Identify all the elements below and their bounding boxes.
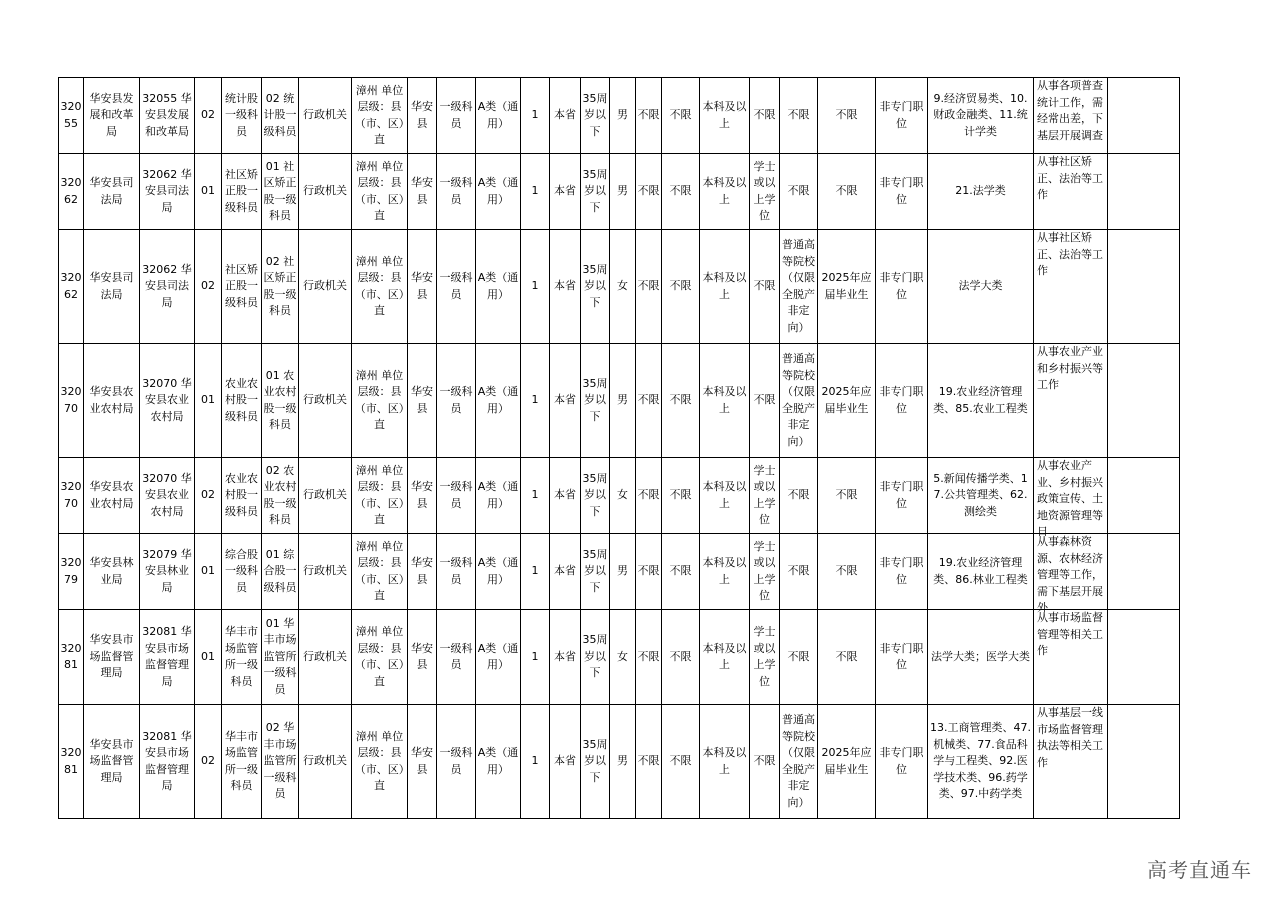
gender-cell: 男 <box>610 705 636 819</box>
grade-cell: 一级科员 <box>437 534 476 610</box>
unit-nature-cell: 行政机关 <box>299 230 352 344</box>
department-cell: 华安县市场监督管理局 <box>84 610 140 705</box>
unit-level-cell: 漳州 单位层级：县（市、区）直 <box>352 78 408 154</box>
education-cell: 本科及以上 <box>700 78 750 154</box>
major-cell: 法学大类 <box>928 230 1034 344</box>
position-code-cell: 01 综合股一级科员 <box>262 534 299 610</box>
special-position-cell: 非专门职位 <box>876 534 928 610</box>
major-cell: 5.新闻传播学类、17.公共管理类、62.测绘类 <box>928 458 1034 534</box>
age-cell: 35周岁以下 <box>581 610 610 705</box>
origin-cell: 本省 <box>550 154 581 230</box>
exam-category-cell: A类（通用） <box>476 154 521 230</box>
area-cell: 华安县 <box>408 458 437 534</box>
grade-cell: 一级科员 <box>437 78 476 154</box>
position-code-cell: 02 华丰市场监管所一级科员 <box>262 705 299 819</box>
politics-cell: 不限 <box>662 344 700 458</box>
unit-level-cell: 漳州 单位层级：县（市、区）直 <box>352 344 408 458</box>
unit-cell: 32055 华安县发展和改革局 <box>140 78 195 154</box>
major-cell: 19.农业经济管理类、85.农业工程类 <box>928 344 1034 458</box>
code-cell: 32081 <box>59 705 84 819</box>
position-code-cell: 01 社区矫正股一级科员 <box>262 154 299 230</box>
department-cell: 华安县市场监督管理局 <box>84 705 140 819</box>
headcount-cell: 1 <box>521 610 550 705</box>
special-position-cell: 非专门职位 <box>876 78 928 154</box>
politics-cell: 不限 <box>662 705 700 819</box>
unit-cell: 32081 华安县市场监督管理局 <box>140 610 195 705</box>
remark-cell: 从事森林资源、农林经济管理等工作，需下基层开展外 <box>1034 534 1108 610</box>
code-cell: 32081 <box>59 610 84 705</box>
note-cell <box>1108 610 1180 705</box>
major-cell: 9.经济贸易类、10.财政金融类、11.统计学类 <box>928 78 1034 154</box>
major-cell: 法学大类；医学大类 <box>928 610 1034 705</box>
school-cell: 不限 <box>780 458 818 534</box>
major-cell: 19.农业经济管理类、86.林业工程类 <box>928 534 1034 610</box>
headcount-cell: 1 <box>521 230 550 344</box>
position-code-cell: 01 农业农村股一级科员 <box>262 344 299 458</box>
position-name-cell: 农业农村股一级科员 <box>222 344 262 458</box>
position-number-cell: 01 <box>195 344 222 458</box>
table-row <box>59 458 1180 534</box>
politics-cell: 不限 <box>662 458 700 534</box>
area-cell: 华安县 <box>408 534 437 610</box>
target-cell: 2025年应届毕业生 <box>818 705 876 819</box>
area-cell: 华安县 <box>408 154 437 230</box>
degree-cell: 不限 <box>750 344 780 458</box>
ethnicity-cell: 不限 <box>636 230 662 344</box>
note-cell <box>1108 458 1180 534</box>
exam-category-cell: A类（通用） <box>476 534 521 610</box>
unit-cell: 32081 华安县市场监督管理局 <box>140 705 195 819</box>
ethnicity-cell: 不限 <box>636 610 662 705</box>
target-cell: 2025年应届毕业生 <box>818 344 876 458</box>
age-cell: 35周岁以下 <box>581 705 610 819</box>
unit-nature-cell: 行政机关 <box>299 344 352 458</box>
table-row <box>59 78 1180 154</box>
exam-category-cell: A类（通用） <box>476 705 521 819</box>
position-name-cell: 华丰市场监管所一级科员 <box>222 705 262 819</box>
target-cell: 不限 <box>818 610 876 705</box>
major-cell: 21.法学类 <box>928 154 1034 230</box>
gender-cell: 男 <box>610 78 636 154</box>
age-cell: 35周岁以下 <box>581 458 610 534</box>
age-cell: 35周岁以下 <box>581 344 610 458</box>
politics-cell: 不限 <box>662 534 700 610</box>
unit-level-cell: 漳州 单位层级：县（市、区）直 <box>352 154 408 230</box>
grade-cell: 一级科员 <box>437 458 476 534</box>
code-cell: 32070 <box>59 458 84 534</box>
ethnicity-cell: 不限 <box>636 534 662 610</box>
education-cell: 本科及以上 <box>700 230 750 344</box>
gender-cell: 女 <box>610 458 636 534</box>
school-cell: 普通高等院校（仅限全脱产非定向） <box>780 344 818 458</box>
origin-cell: 本省 <box>550 78 581 154</box>
position-code-cell: 01 华丰市场监管所一级科员 <box>262 610 299 705</box>
ethnicity-cell: 不限 <box>636 78 662 154</box>
school-cell: 不限 <box>780 534 818 610</box>
unit-cell: 32079 华安县林业局 <box>140 534 195 610</box>
remark-cell: 从事市场监督管理等相关工作 <box>1034 610 1108 705</box>
table-row <box>59 344 1180 458</box>
table-row <box>59 230 1180 344</box>
position-name-cell: 社区矫正股一级科员 <box>222 154 262 230</box>
area-cell: 华安县 <box>408 78 437 154</box>
age-cell: 35周岁以下 <box>581 534 610 610</box>
remark-cell: 从事农业产业、乡村振兴政策宣传、土地资源管理等日 <box>1034 458 1108 534</box>
education-cell: 本科及以上 <box>700 458 750 534</box>
code-cell: 32079 <box>59 534 84 610</box>
exam-category-cell: A类（通用） <box>476 78 521 154</box>
special-position-cell: 非专门职位 <box>876 154 928 230</box>
origin-cell: 本省 <box>550 610 581 705</box>
note-cell <box>1108 154 1180 230</box>
unit-level-cell: 漳州 单位层级：县（市、区）直 <box>352 534 408 610</box>
unit-nature-cell: 行政机关 <box>299 458 352 534</box>
major-cell: 13.工商管理类、47.机械类、77.食品科学与工程类、92.医学技术类、96.药学类、97.中药学类 <box>928 705 1034 819</box>
politics-cell: 不限 <box>662 610 700 705</box>
school-cell: 不限 <box>780 610 818 705</box>
department-cell: 华安县农业农村局 <box>84 344 140 458</box>
ethnicity-cell: 不限 <box>636 705 662 819</box>
unit-level-cell: 漳州 单位层级：县（市、区）直 <box>352 705 408 819</box>
education-cell: 本科及以上 <box>700 610 750 705</box>
headcount-cell: 1 <box>521 78 550 154</box>
school-cell: 不限 <box>780 154 818 230</box>
degree-cell: 学士或以上学位 <box>750 610 780 705</box>
age-cell: 35周岁以下 <box>581 230 610 344</box>
school-cell: 不限 <box>780 78 818 154</box>
degree-cell: 不限 <box>750 705 780 819</box>
exam-category-cell: A类（通用） <box>476 230 521 344</box>
unit-cell: 32070 华安县农业农村局 <box>140 458 195 534</box>
special-position-cell: 非专门职位 <box>876 458 928 534</box>
origin-cell: 本省 <box>550 344 581 458</box>
exam-category-cell: A类（通用） <box>476 610 521 705</box>
remark-cell: 从事社区矫正、法治等工作 <box>1034 230 1108 344</box>
position-number-cell: 02 <box>195 705 222 819</box>
education-cell: 本科及以上 <box>700 705 750 819</box>
note-cell <box>1108 230 1180 344</box>
origin-cell: 本省 <box>550 534 581 610</box>
headcount-cell: 1 <box>521 154 550 230</box>
unit-level-cell: 漳州 单位层级：县（市、区）直 <box>352 610 408 705</box>
table-row <box>59 534 1180 610</box>
ethnicity-cell: 不限 <box>636 344 662 458</box>
headcount-cell: 1 <box>521 534 550 610</box>
headcount-cell: 1 <box>521 458 550 534</box>
department-cell: 华安县农业农村局 <box>84 458 140 534</box>
position-code-cell: 02 农业农村股一级科员 <box>262 458 299 534</box>
area-cell: 华安县 <box>408 344 437 458</box>
remark-cell: 从事社区矫正、法治等工作 <box>1034 154 1108 230</box>
positions-table <box>58 77 1180 819</box>
degree-cell: 学士或以上学位 <box>750 458 780 534</box>
position-name-cell: 农业农村股一级科员 <box>222 458 262 534</box>
ethnicity-cell: 不限 <box>636 458 662 534</box>
politics-cell: 不限 <box>662 230 700 344</box>
target-cell: 不限 <box>818 458 876 534</box>
ethnicity-cell: 不限 <box>636 154 662 230</box>
exam-category-cell: A类（通用） <box>476 458 521 534</box>
unit-cell: 32062 华安县司法局 <box>140 154 195 230</box>
position-name-cell: 华丰市场监管所一级科员 <box>222 610 262 705</box>
area-cell: 华安县 <box>408 705 437 819</box>
age-cell: 35周岁以下 <box>581 78 610 154</box>
position-number-cell: 01 <box>195 534 222 610</box>
special-position-cell: 非专门职位 <box>876 230 928 344</box>
degree-cell: 不限 <box>750 230 780 344</box>
note-cell <box>1108 78 1180 154</box>
code-cell: 32062 <box>59 154 84 230</box>
department-cell: 华安县司法局 <box>84 154 140 230</box>
politics-cell: 不限 <box>662 78 700 154</box>
school-cell: 普通高等院校（仅限全脱产非定向） <box>780 705 818 819</box>
gender-cell: 女 <box>610 610 636 705</box>
unit-cell: 32062 华安县司法局 <box>140 230 195 344</box>
grade-cell: 一级科员 <box>437 154 476 230</box>
unit-cell: 32070 华安县农业农村局 <box>140 344 195 458</box>
note-cell <box>1108 705 1180 819</box>
gender-cell: 男 <box>610 534 636 610</box>
table-row <box>59 705 1180 819</box>
grade-cell: 一级科员 <box>437 610 476 705</box>
code-cell: 32062 <box>59 230 84 344</box>
education-cell: 本科及以上 <box>700 534 750 610</box>
table-row <box>59 610 1180 705</box>
politics-cell: 不限 <box>662 154 700 230</box>
target-cell: 不限 <box>818 534 876 610</box>
origin-cell: 本省 <box>550 705 581 819</box>
target-cell: 不限 <box>818 154 876 230</box>
special-position-cell: 非专门职位 <box>876 344 928 458</box>
unit-nature-cell: 行政机关 <box>299 610 352 705</box>
remark-cell: 从事农业产业和乡村振兴等工作 <box>1034 344 1108 458</box>
code-cell: 32070 <box>59 344 84 458</box>
position-code-cell: 02 社区矫正股一级科员 <box>262 230 299 344</box>
position-name-cell: 统计股一级科员 <box>222 78 262 154</box>
position-number-cell: 01 <box>195 610 222 705</box>
position-number-cell: 01 <box>195 154 222 230</box>
position-number-cell: 02 <box>195 230 222 344</box>
watermark-text: 高考直通车 <box>1147 858 1252 882</box>
target-cell: 不限 <box>818 78 876 154</box>
area-cell: 华安县 <box>408 610 437 705</box>
special-position-cell: 非专门职位 <box>876 610 928 705</box>
gender-cell: 男 <box>610 344 636 458</box>
department-cell: 华安县司法局 <box>84 230 140 344</box>
age-cell: 35周岁以下 <box>581 154 610 230</box>
remark-cell: 从事基层一线市场监督管理执法等相关工作 <box>1034 705 1108 819</box>
remark-cell: 从事各项普查统计工作，需经常出差，下基层开展调查 <box>1034 78 1108 154</box>
unit-nature-cell: 行政机关 <box>299 705 352 819</box>
position-code-cell: 02 统计股一级科员 <box>262 78 299 154</box>
degree-cell: 学士或以上学位 <box>750 534 780 610</box>
area-cell: 华安县 <box>408 230 437 344</box>
gender-cell: 女 <box>610 230 636 344</box>
note-cell <box>1108 534 1180 610</box>
unit-nature-cell: 行政机关 <box>299 534 352 610</box>
department-cell: 华安县发展和改革局 <box>84 78 140 154</box>
exam-category-cell: A类（通用） <box>476 344 521 458</box>
degree-cell: 不限 <box>750 78 780 154</box>
education-cell: 本科及以上 <box>700 154 750 230</box>
note-cell <box>1108 344 1180 458</box>
unit-nature-cell: 行政机关 <box>299 78 352 154</box>
unit-nature-cell: 行政机关 <box>299 154 352 230</box>
target-cell: 2025年应届毕业生 <box>818 230 876 344</box>
grade-cell: 一级科员 <box>437 344 476 458</box>
code-cell: 32055 <box>59 78 84 154</box>
unit-level-cell: 漳州 单位层级：县（市、区）直 <box>352 230 408 344</box>
special-position-cell: 非专门职位 <box>876 705 928 819</box>
gender-cell: 男 <box>610 154 636 230</box>
school-cell: 普通高等院校（仅限全脱产非定向） <box>780 230 818 344</box>
position-number-cell: 02 <box>195 458 222 534</box>
headcount-cell: 1 <box>521 705 550 819</box>
education-cell: 本科及以上 <box>700 344 750 458</box>
table-row <box>59 154 1180 230</box>
position-name-cell: 综合股一级科员 <box>222 534 262 610</box>
grade-cell: 一级科员 <box>437 705 476 819</box>
origin-cell: 本省 <box>550 230 581 344</box>
degree-cell: 学士或以上学位 <box>750 154 780 230</box>
unit-level-cell: 漳州 单位层级：县（市、区）直 <box>352 458 408 534</box>
position-name-cell: 社区矫正股一级科员 <box>222 230 262 344</box>
department-cell: 华安县林业局 <box>84 534 140 610</box>
position-number-cell: 02 <box>195 78 222 154</box>
headcount-cell: 1 <box>521 344 550 458</box>
origin-cell: 本省 <box>550 458 581 534</box>
grade-cell: 一级科员 <box>437 230 476 344</box>
